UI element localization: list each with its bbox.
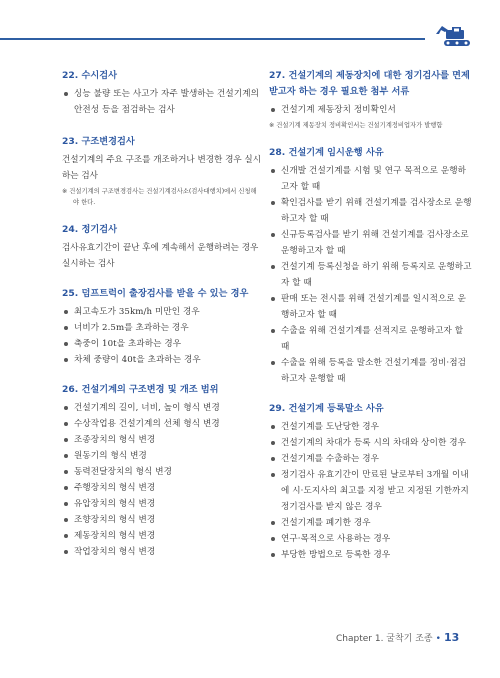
section-27 <box>269 68 474 131</box>
section-text: 건설기계의 주요 구조를 개조하거나 변경한 경우 실시하는 검사 <box>62 155 262 181</box>
list-item: 건설기계의 차대가 등록 시의 차대와 상이한 경우 <box>269 435 474 451</box>
list-item: 건설기계를 수출하는 경우 <box>269 451 474 467</box>
list-item: 건설기계를 폐기한 경우 <box>269 515 474 531</box>
bullet-list <box>62 400 262 560</box>
list-item: 너비가 2.5m를 초과하는 경우 <box>62 320 262 336</box>
list-item: 수상작업용 건설기계의 선체 형식 변경 <box>62 416 262 432</box>
list-item: 수출을 위해 등록을 말소한 건설기계를 정비·점검하고자 운행할 때 <box>269 355 474 387</box>
list-item: 수출을 위해 건설기계를 선적지로 운행하고자 할 때 <box>269 323 474 355</box>
section-22 <box>62 68 262 118</box>
list-item: 축중이 10t을 초과하는 경우 <box>62 336 262 352</box>
list-item: 연구·목적으로 사용하는 경우 <box>269 531 474 547</box>
list-item: 동력전달장치의 형식 변경 <box>62 464 262 480</box>
section-title: 28. 건설기계 임시운행 사유 <box>269 147 384 158</box>
bullet-list <box>269 102 474 118</box>
list-item: 주행장치의 형식 변경 <box>62 480 262 496</box>
list-item: 유압장치의 형식 변경 <box>62 496 262 512</box>
list-item: 제동장치의 형식 변경 <box>62 528 262 544</box>
list-item: 정기검사 유효기간이 만료된 날로부터 3개월 이내에 시·도지사의 최고를 지정 받고 지정된 기한까지 정기검사를 받지 않은 경우 <box>269 467 474 515</box>
list-item: 싱능 불량 또는 사고가 자주 발생하는 건설기계의 안전성 등을 점검하는 검사 <box>62 86 262 118</box>
section-text: 검사유효기간이 끝난 후에 계속해서 운행하려는 경우 실시하는 검사 <box>62 243 259 269</box>
footer-bullet: • <box>435 634 441 644</box>
header-rule <box>0 38 425 40</box>
section-note: ※ 건설기계 제동장치 정비확인서는 건설기계정비업자가 발행함 <box>269 122 443 129</box>
list-item: 확인검사를 받기 위해 건설기계를 검사장소로 운행하고자 할 때 <box>269 195 474 227</box>
list-item: 차체 중량이 40t을 초과하는 경우 <box>62 352 262 368</box>
section-26 <box>62 382 262 560</box>
list-item: 건설기계를 도난당한 경우 <box>269 419 474 435</box>
left-column <box>62 68 262 560</box>
list-item: 신규등록검사를 받기 위해 건설기계를 검사장소로 운행하고자 할 때 <box>269 227 474 259</box>
section-24 <box>62 222 262 272</box>
excavator-icon <box>432 22 478 48</box>
section-title: 27. 건설기계의 제동장치에 대한 정기검사를 면제 받고자 하는 경우 필요한 첨부 서류 <box>269 70 470 97</box>
list-item: 건설기계 등록신청을 하기 위해 등록지로 운행하고자 할 때 <box>269 259 474 291</box>
right-column <box>269 68 474 563</box>
list-item: 원동기의 형식 변경 <box>62 448 262 464</box>
section-25 <box>62 286 262 368</box>
page-number: 13 <box>443 631 460 644</box>
section-28 <box>269 145 474 387</box>
section-23 <box>62 134 262 208</box>
section-29 <box>269 401 474 563</box>
section-title: 22. 수시검사 <box>62 70 117 81</box>
bullet-list <box>269 163 474 387</box>
list-item: 최고속도가 35km/h 미만인 경우 <box>62 304 262 320</box>
section-title: 25. 덤프트럭이 출장검사를 받을 수 있는 경우 <box>62 288 249 299</box>
section-title: 24. 정기검사 <box>62 224 117 235</box>
bullet-list <box>62 86 262 118</box>
section-title: 23. 구조변경검사 <box>62 136 135 147</box>
bullet-list <box>269 419 474 563</box>
list-item: 부당한 방법으로 등록한 경우 <box>269 547 474 563</box>
list-item: 신개발 건설기계를 시험 및 연구 목적으로 운행하고자 할 때 <box>269 163 474 195</box>
list-item: 조향장치의 형식 변경 <box>62 512 262 528</box>
list-item: 건설기계 제동장치 정비확인서 <box>269 102 474 118</box>
chapter-label: Chapter 1. 굴착기 조종 <box>336 634 433 644</box>
section-title: 29. 건설기계 등록말소 사유 <box>269 403 384 414</box>
page-footer <box>336 631 459 644</box>
list-item: 조종장치의 형식 변경 <box>62 432 262 448</box>
list-item: 건설기계의 길이, 너비, 높이 형식 변경 <box>62 400 262 416</box>
section-title: 26. 건설기계의 구조변경 및 개조 범위 <box>62 384 219 395</box>
list-item: 판매 또는 전시를 위해 건설기계를 일시적으로 운행하고자 할 때 <box>269 291 474 323</box>
bullet-list <box>62 304 262 368</box>
section-note: ※ 건설기계의 구조변경검사는 건설기계검사소(검사대행치)에서 신청해야 한다. <box>62 188 257 206</box>
list-item: 작업장치의 형식 변경 <box>62 544 262 560</box>
